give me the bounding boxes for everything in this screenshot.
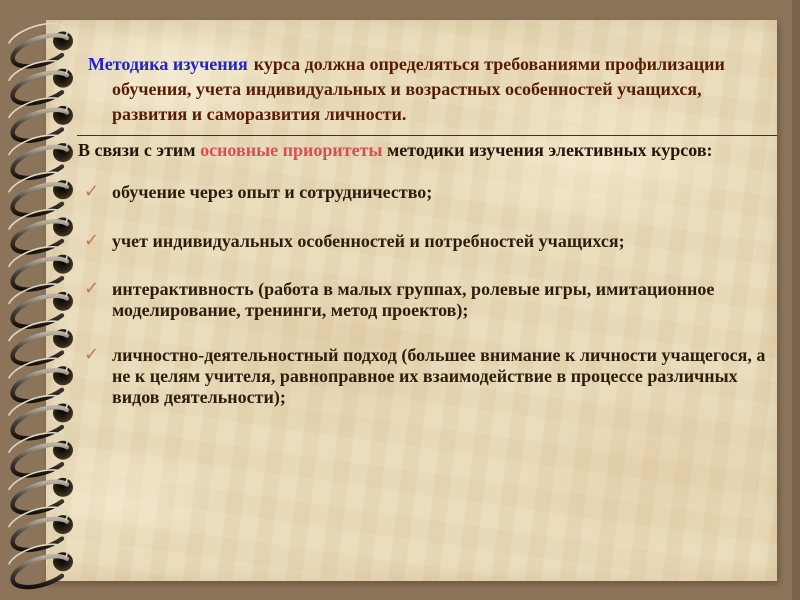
- list-item: [84, 231, 774, 252]
- list-item-text: учет индивидуальных особенностей и потребностей учащихся;: [112, 231, 625, 251]
- list-item-text: личностно-деятельностный подход (большее внимание к личности учащегося, а не к целям учителя, равноправное их взаимодействие в процессе различных видов деятельности);: [112, 345, 766, 407]
- check-icon: ✓: [84, 230, 100, 251]
- list-item-text: интерактивность (работа в малых группах, ролевые игры, имитационное моделирование, тренинги, метод проектов);: [112, 279, 715, 320]
- divider-line: [77, 135, 777, 136]
- list-item: [84, 279, 774, 321]
- intro-highlight: основные приоритеты: [200, 140, 383, 160]
- check-icon: ✓: [84, 344, 100, 365]
- heading-lead-text: Методика изучения: [88, 54, 248, 74]
- heading-body-text: курса должна определяться требованиями профилизации обучения, учета индивидуальных и возрастных особенностей учащихся, развития и саморазвития личности.: [112, 54, 725, 124]
- slide-heading: [88, 52, 774, 127]
- list-item: [84, 345, 774, 408]
- check-icon: ✓: [84, 181, 100, 202]
- intro-line: [78, 138, 790, 162]
- intro-part2: методики изучения элективных курсов:: [382, 140, 713, 160]
- right-edge-shade: [792, 0, 800, 600]
- intro-part1: В связи с этим: [78, 140, 201, 160]
- list-item-text: обучение через опыт и сотрудничество;: [112, 182, 433, 202]
- list-item: [84, 182, 774, 203]
- check-icon: ✓: [84, 278, 100, 299]
